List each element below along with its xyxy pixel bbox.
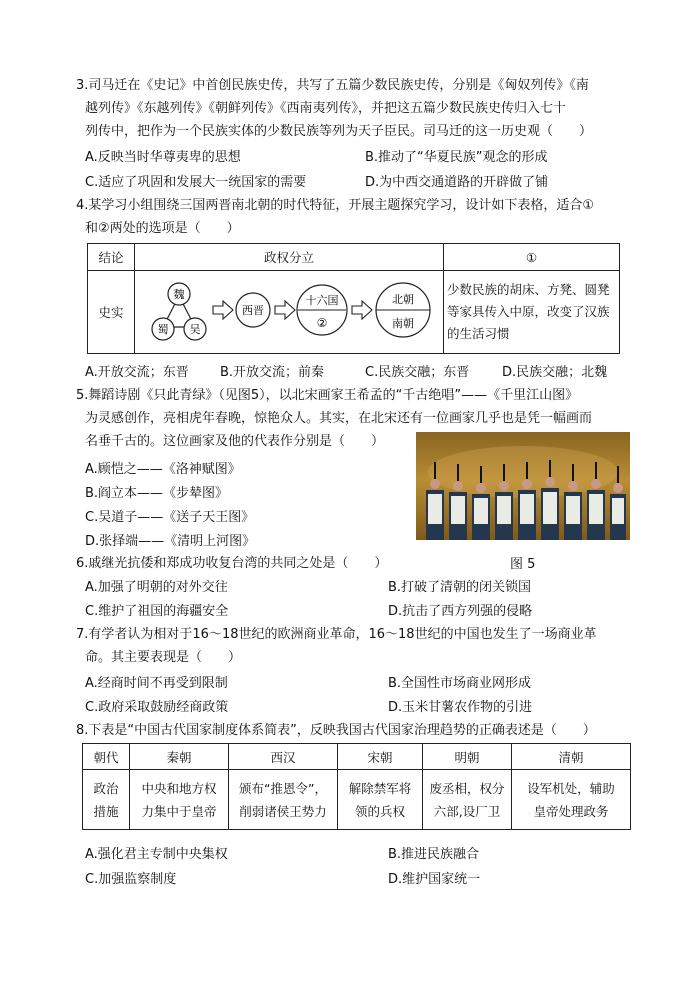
- q5-option-c: C.吴道子——《送子天王图》: [85, 510, 255, 525]
- q8-cell-qin: [130, 770, 229, 830]
- q8-option-b: B.推进民族融合: [388, 847, 480, 862]
- west-jin-label: 西晋: [242, 304, 264, 317]
- arrow-2-icon: [275, 301, 295, 319]
- q4-row-label-facts: 史实: [88, 271, 135, 354]
- q6-stem: 6.戚继光抗倭和郑成功收复台湾的共同之处是（ ）: [76, 556, 388, 571]
- q8-cell-ming-line-2: 六部,设厂卫: [433, 803, 501, 819]
- q4-stem-line-2: 和②两处的选项是（ ）: [85, 221, 240, 236]
- q7-option-c: C.政府采取鼓励经商政策: [85, 700, 229, 715]
- q4-regime-diagram: [135, 271, 444, 354]
- q5-stem-line-1: 5.舞蹈诗剧《只此青绿》（见图5），以北宋画家王希孟的“千古绝唱”——《千里江山图》: [76, 388, 579, 403]
- q8-option-c: C.加强监察制度: [85, 872, 177, 887]
- regime-flow-diagram: [135, 272, 441, 352]
- q8-cell-song-line-2: 领的兵权: [354, 803, 405, 819]
- figure-5-caption: 图 5: [510, 557, 536, 572]
- q8-row-label-line-1: 政治: [93, 780, 119, 796]
- q8-cell-west-han-line-1: 颁布“推恩令”，: [239, 780, 327, 796]
- question-3: [76, 74, 636, 143]
- q8-cell-qin-line-1: 中央和地方权: [141, 780, 217, 796]
- arrow-1-icon: [213, 301, 233, 319]
- arrow-3-icon: [352, 301, 372, 319]
- q8-stem: 8.下表是“中国古代国家制度体系简表”，反映我国古代国家治理趋势的正确表述是（ ）: [76, 723, 596, 738]
- wu-label: 吴: [189, 323, 201, 336]
- q8-cell-west-han: [229, 770, 338, 830]
- q6-option-a: A.加强了明朝的对外交往: [85, 580, 228, 595]
- q8-cell-ming: [423, 770, 512, 830]
- q3-stem-line-3: 列传中，把作为一个民族实体的少数民族等列为天子臣民。司马迁的这一历史观（ ）: [85, 124, 593, 139]
- q8-cell-qin-line-2: 力集中于皇帝: [141, 803, 217, 819]
- dancers-illustration: [416, 432, 630, 540]
- q4-header-conclusion: 结论: [88, 244, 135, 271]
- q8-header-song: 宋朝: [338, 744, 423, 770]
- q8-header-qin: 秦朝: [130, 744, 229, 770]
- question-7: [76, 623, 636, 669]
- south-dynasties-label: 南朝: [392, 317, 414, 330]
- dance-performance-photo: [416, 432, 630, 540]
- question-6: [76, 552, 636, 575]
- q8-cell-qing-line-2: 皇帝处理政务: [533, 803, 609, 819]
- q7-option-a: A.经商时间不再受到限制: [85, 676, 228, 691]
- sixteen-kingdoms-label: 十六国: [305, 294, 339, 307]
- q8-option-d: D.维护国家统一: [388, 872, 481, 887]
- q6-option-c: C.维护了祖国的海疆安全: [85, 604, 229, 619]
- q4-fact-cell: 少数民族的胡床、方凳、圆凳等家具传入中原，改变了汉族的生活习惯: [444, 271, 620, 354]
- q8-option-a: A.强化君主专制中央集权: [85, 847, 228, 862]
- q8-header-west-han: 西汉: [229, 744, 338, 770]
- question-8: [76, 719, 636, 742]
- q5-option-a: A.顾恺之——《洛神赋图》: [85, 462, 241, 477]
- q8-cell-qing-line-1: 设军机处，辅助: [527, 780, 615, 796]
- q8-table: [82, 743, 631, 830]
- q4-option-c: C.民族交融；东晋: [365, 365, 470, 380]
- q4-option-d: D.民族交融；北魏: [502, 365, 608, 380]
- q5-stem-line-2: 为灵感创作，亮相虎年春晚，惊艳众人。其实，在北宋还有一位画家几乎也是凭一幅画而: [85, 411, 593, 426]
- q8-header-qing: 清朝: [512, 744, 631, 770]
- q8-cell-song-line-1: 解除禁军将: [348, 780, 412, 796]
- q3-option-c: C.适应了巩固和发展大一统国家的需要: [85, 175, 307, 190]
- q7-option-b: B.全国性市场商业网形成: [388, 676, 532, 691]
- q5-option-b: B.阎立本——《步辇图》: [85, 486, 229, 501]
- q4-header-blank-1: ①: [444, 244, 620, 271]
- q7-stem-line-1: 7.有学者认为相对于16～18世纪的欧洲商业革命，16～18世纪的中国也发生了一场商业革: [76, 627, 597, 642]
- shu-label: 蜀: [157, 323, 169, 336]
- q8-row-label-line-2: 措施: [93, 803, 119, 819]
- q8-cell-qing: [512, 770, 631, 830]
- blank-2-mark: ②: [316, 316, 328, 330]
- q5-option-d: D.张择端——《清明上河图》: [85, 534, 256, 549]
- q3-stem-line-2: 越列传》《东越列传》《朝鲜列传》《西南夷列传》，并把这五篇少数民族史传归入七十: [85, 101, 567, 116]
- q3-option-b: B.推动了“华夏民族”观念的形成: [365, 150, 548, 165]
- q4-header-division: 政权分立: [135, 244, 444, 271]
- q8-cell-ming-line-1: 废丞相，权分: [429, 780, 505, 796]
- q8-cell-west-han-line-2: 削弱诸侯王势力: [239, 803, 327, 819]
- q4-option-a: A.开放交流；东晋: [85, 365, 189, 380]
- wei-label: 魏: [173, 288, 185, 301]
- q8-header-ming: 明朝: [423, 744, 512, 770]
- question-4: [76, 194, 636, 240]
- q5-stem-line-3: 名垂千古的。这位画家及他的代表作分别是（ ）: [85, 434, 385, 449]
- q3-stem-line-1: 3.司马迁在《史记》中首创民族史传，共写了五篇少数民族史传，分别是《匈奴列传》《南: [76, 78, 589, 93]
- q4-option-b: B.开放交流；前秦: [220, 365, 325, 380]
- q8-header-dynasty: 朝代: [83, 744, 130, 770]
- q4-stem-line-1: 4.某学习小组围绕三国两晋南北朝的时代特征，开展主题探究学习，设计如下表格，适合①: [76, 198, 595, 213]
- q3-option-d: D.为中西交通道路的开辟做了铺: [365, 175, 549, 190]
- q6-option-b: B.打破了清朝的闭关锁国: [388, 580, 532, 595]
- q7-stem-line-2: 命。其主要表现是（ ）: [85, 650, 242, 665]
- q7-option-d: D.玉米甘薯农作物的引进: [388, 700, 533, 715]
- q8-row-label: [83, 770, 130, 830]
- q3-option-a: A.反映当时华尊夷卑的思想: [85, 150, 241, 165]
- q4-table: [87, 243, 620, 354]
- q6-option-d: D.抗击了西方列强的侵略: [388, 604, 533, 619]
- north-dynasties-label: 北朝: [392, 293, 414, 306]
- q8-cell-song: [338, 770, 423, 830]
